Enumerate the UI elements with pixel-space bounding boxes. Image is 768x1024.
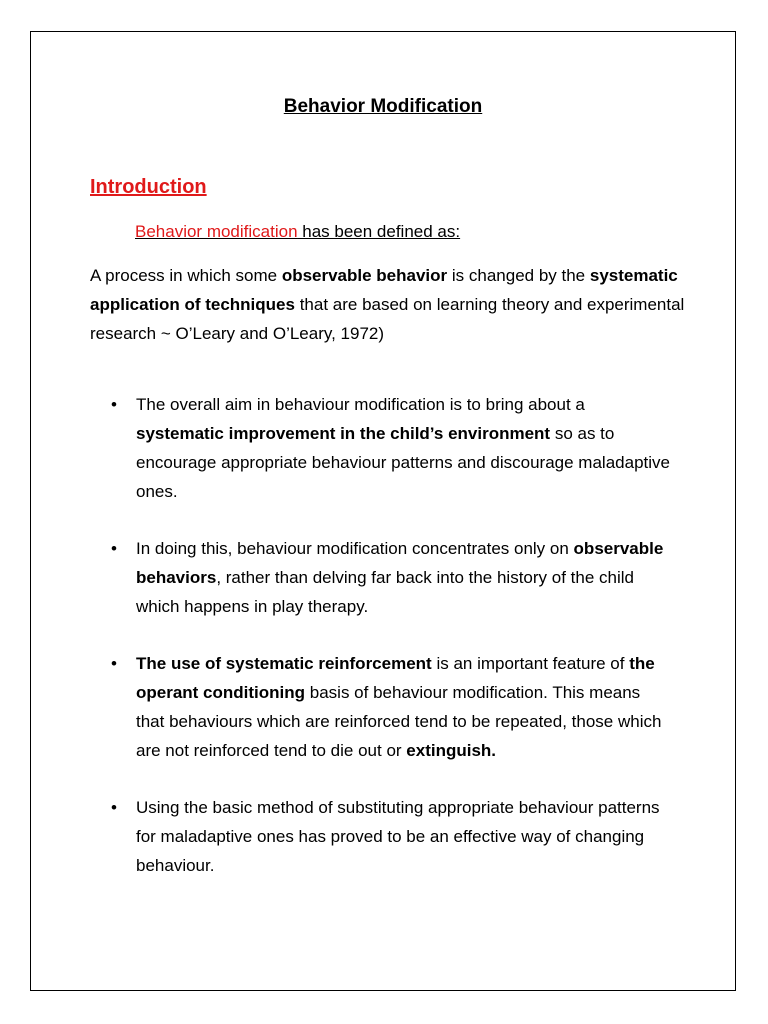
bullet-list bbox=[111, 390, 671, 908]
list-item bbox=[111, 793, 671, 880]
paragraph-bold-text: systematic application of techniques bbox=[90, 266, 678, 314]
document-page bbox=[30, 31, 736, 991]
bullet-text: basis of behaviour modification. This means that behaviours which are reinforced tend to be repeated, those which are not reinforced tend to die out or bbox=[136, 683, 662, 760]
bullet-bold-text: the operant conditioning bbox=[136, 654, 655, 702]
bullet-text: , rather than delving far back into the history of the child which happens in play therapy. bbox=[136, 568, 634, 616]
bullet-text: so as to encourage appropriate behaviour patterns and discourage maladaptive ones. bbox=[136, 424, 670, 501]
introduction-heading: Introduction bbox=[90, 176, 207, 198]
definition-rest: has been defined as: bbox=[297, 222, 461, 241]
bullet-text: Using the basic method of substituting appropriate behaviour patterns for maladaptive ones has proved to be an effective way of changing behaviour. bbox=[136, 798, 660, 875]
paragraph-text: A process in which some bbox=[90, 266, 282, 285]
document-title: Behavior Modification bbox=[283, 96, 483, 117]
list-item bbox=[111, 390, 671, 506]
bullet-bold-text: extinguish. bbox=[406, 741, 497, 760]
paragraph-bold-text: observable behavior bbox=[281, 266, 448, 285]
list-item bbox=[111, 649, 671, 765]
bullet-icon: • bbox=[111, 654, 117, 673]
bullet-text: is an important feature of bbox=[431, 654, 630, 673]
bullet-icon: • bbox=[111, 798, 117, 817]
definition-paragraph bbox=[90, 261, 700, 348]
paragraph-text: that are based on learning theory and experimental research ~ O’Leary and O’Leary, 1972) bbox=[90, 295, 685, 343]
bullet-icon: • bbox=[111, 539, 117, 558]
bullet-bold-text: The use of systematic reinforcement bbox=[136, 654, 432, 673]
bullet-icon: • bbox=[111, 395, 117, 414]
definition-term: Behavior modification bbox=[135, 222, 298, 241]
paragraph-text: is changed by the bbox=[447, 266, 590, 285]
list-item bbox=[111, 534, 671, 621]
bullet-bold-text: observable behaviors bbox=[136, 539, 664, 587]
bullet-text: In doing this, behaviour modification concentrates only on bbox=[136, 539, 574, 558]
bullet-bold-text: systematic improvement in the child’s environment bbox=[136, 424, 551, 443]
definition-line bbox=[135, 222, 460, 242]
bullet-text: The overall aim in behaviour modification is to bring about a bbox=[136, 395, 585, 414]
